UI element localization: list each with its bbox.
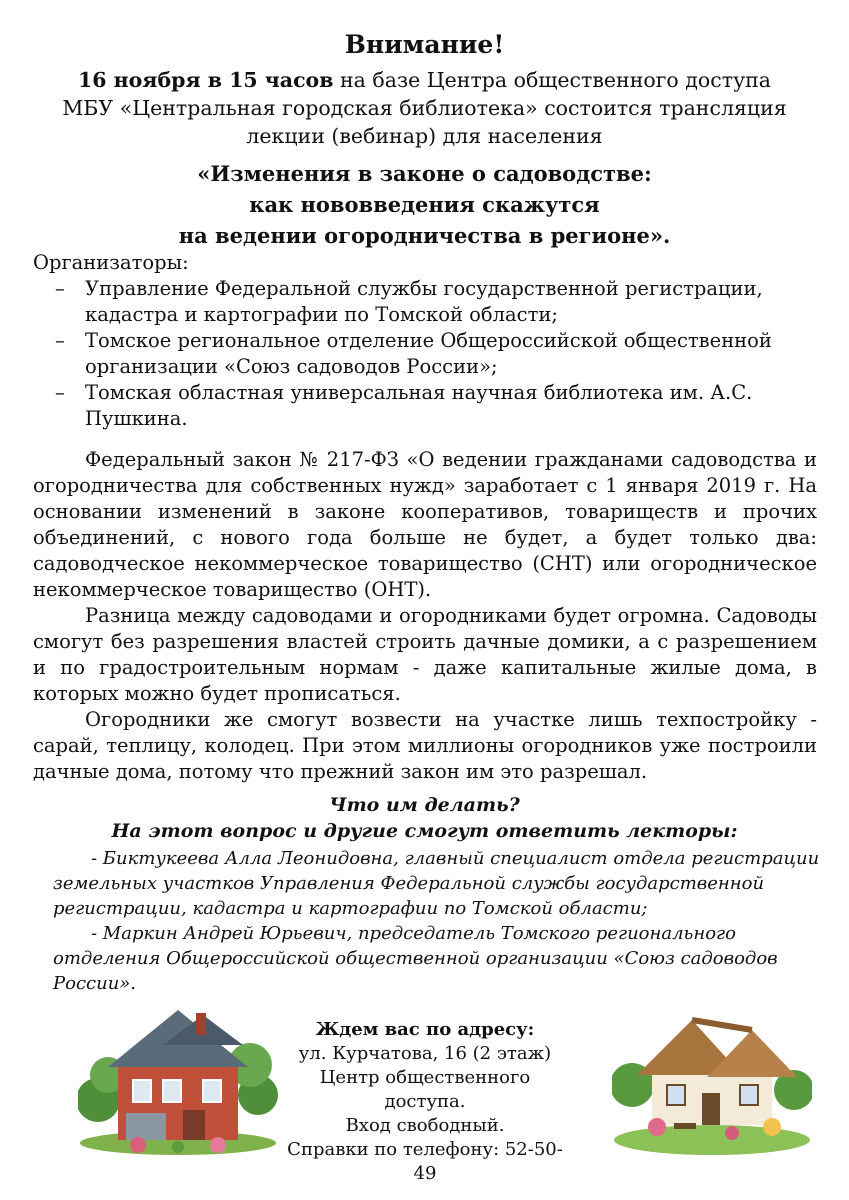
question-heading: Что им делать? [329,794,520,816]
list-dash: – [55,381,65,404]
list-dash: – [55,277,65,300]
page-title: Внимание! [344,30,505,59]
paragraph: Разница между садоводами и огородниками будет огромна. Садоводы смогут без разрешения властей строить дачные домики, а с разрешением и по градостроительным нормам - даже капитальные жилые дома, в которых можно будет прописаться. [33,604,817,705]
paragraph: Огородники же смогут возвести на участке лишь техпостройку - сарай, теплицу, колодец. При этом миллионы огородников уже построили дачные дома, потому что прежний закон им это разрешал. [33,708,817,783]
lecturer-item: - Биктукеева Алла Леонидовна, главный специалист отдела регистрации земельных участков Управления Федеральной службы государственной регистрации, кадастра и картографии по Томской области; [53,848,820,919]
organizer-text: Томская областная универсальная научная библиотека им. А.С. Пушкина. [85,381,753,430]
event-date-time: 16 ноября в 15 часов [77,68,334,92]
intro-line-2: МБУ «Центральная городская библиотека» состоится трансляция [62,96,787,120]
lecturers-heading: На этот вопрос и другие смогут ответить лекторы: [111,820,738,842]
lecture-title-line-2: как нововведения скажутся [249,192,600,217]
intro-line-1-rest: на базе Центра общественного доступа [333,68,772,92]
intro-line-3: лекции (вебинар) для населения [246,124,603,148]
organizer-text: Управление Федеральной службы государственной регистрации, кадастра и картографии по Томской области; [85,277,763,326]
lecturers-list [53,846,823,996]
body-text [33,447,817,785]
organizer-item [33,328,823,380]
lecturer-item: - Маркин Андрей Юрьевич, председатель Томского регионального отделения Общероссийской общественной организации «Союз садоводов России». [53,923,778,994]
address-heading: Ждем вас по адресу: [315,1019,535,1040]
organizers-heading: Организаторы: [33,251,189,274]
list-dash: – [55,329,65,352]
organizer-item [33,276,823,328]
intro-text [20,66,829,150]
address-phone: Справки по телефону: 52-50-49 [287,1139,563,1184]
cottage-illustration [612,1005,812,1155]
organizers-list [33,276,823,432]
lecture-title-line-3: на ведении огородничества в регионе». [178,223,671,248]
address-center: Центр общественного доступа. [319,1067,531,1112]
address-entry: Вход свободный. [345,1115,505,1136]
address-block [280,1018,570,1186]
paragraph: Федеральный закон № 217-ФЗ «О ведении гражданами садоводства и огородничества для собственных нужд» заработает с 1 января 2019 г. На основании изменений в законе кооперативов, товариществ и прочих объединений, с нового года больше не будет, а будет только два: садоводческое некоммерческое товарищество (СНТ) или огородническое некоммерческое товарищество (ОНТ). [33,448,817,601]
organizer-text: Томское региональное отделение Общероссийской общественной организации «Союз садоводов России»; [85,329,772,378]
address-street: ул. Курчатова, 16 (2 этаж) [298,1043,552,1064]
brick-house-illustration [78,1005,278,1155]
organizer-item [33,380,823,432]
lecture-title-line-1: «Изменения в законе о садоводстве: [197,161,652,186]
lecture-title [20,158,829,251]
